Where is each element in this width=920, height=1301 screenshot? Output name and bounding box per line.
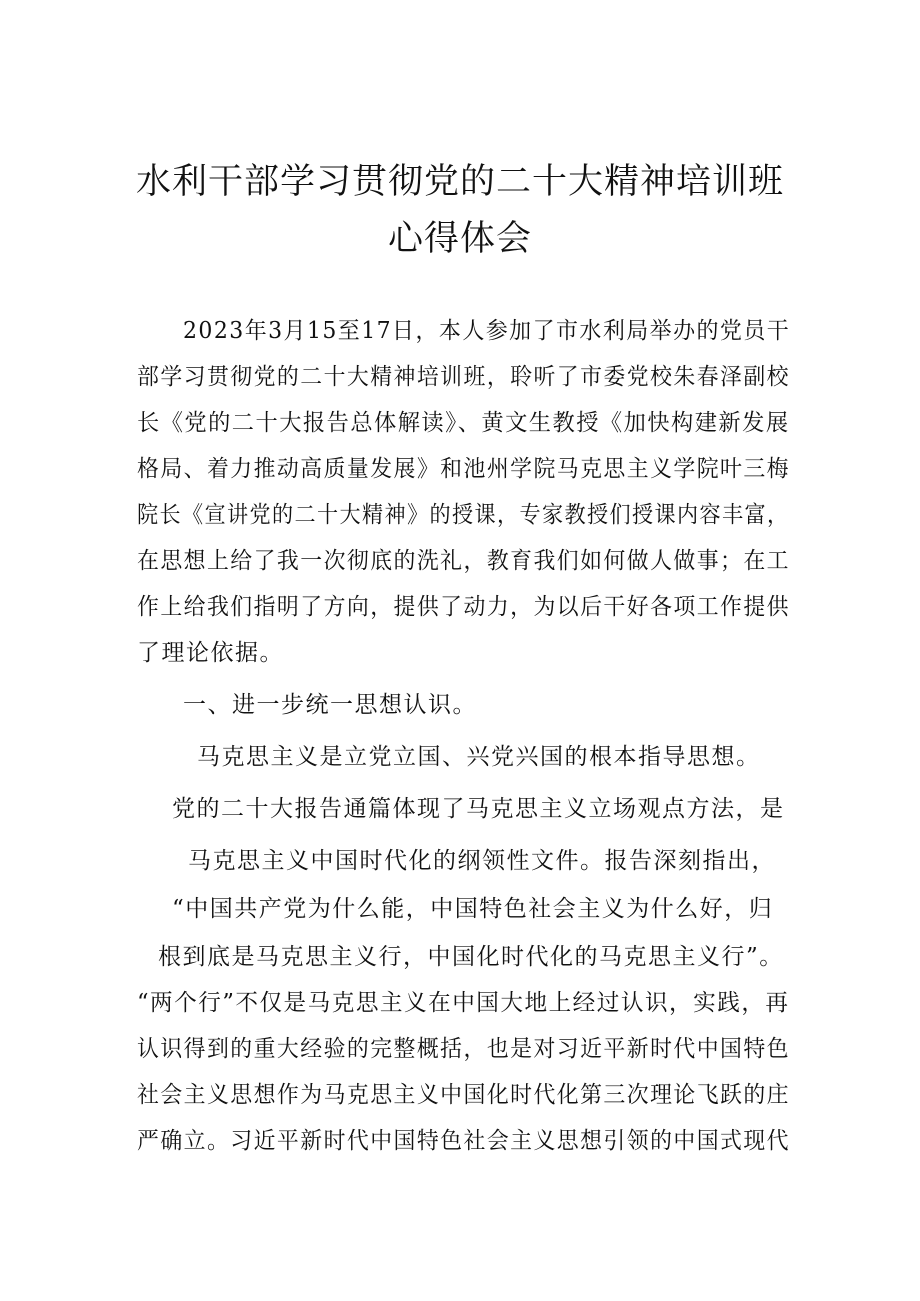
body-line: 严确立。习近平新时代中国特色社会主义思想引领的中国式现代 [137, 1128, 790, 1154]
body-line: 马克思主义中国时代化的纲领性文件。报告深刻指出， [188, 848, 776, 874]
body-line: 根到底是马克思主义行，中国化时代化的马克思主义行”。 [158, 944, 784, 970]
document-title-line-1: 水利干部学习贯彻党的二十大精神培训班 [135, 162, 784, 202]
body-line: 党的二十大报告通篇体现了马克思主义立场观点方法，是 [172, 796, 785, 822]
body-line: 部学习贯彻党的二十大精神培训班，聆听了市委党校朱春泽副校 [137, 364, 790, 390]
body-line: 2023年3月15至17日，本人参加了市水利局举办的党员干 [183, 318, 791, 344]
body-line: 社会主义思想作为马克思主义中国化时代化第三次理论飞跃的庄 [137, 1082, 790, 1108]
section-heading: 一、进一步统一思想认识。 [183, 692, 477, 718]
body-line: 长《党的二十大报告总体解读》、黄文生教授《加快构建新发展 [137, 410, 790, 436]
body-line: 格局、着力推动高质量发展》和池州学院马克思主义学院叶三梅 [137, 456, 790, 482]
body-line: 认识得到的重大经验的完整概括，也是对习近平新时代中国特色 [137, 1036, 790, 1062]
body-line: 马克思主义是立党立国、兴党兴国的根本指导思想。 [197, 744, 761, 770]
body-line: 作上给我们指明了方向，提供了动力，为以后干好各项工作提供 [137, 594, 790, 620]
body-line: 院长《宣讲党的二十大精神》的授课，专家教授们授课内容丰富， [137, 502, 790, 528]
body-line: “两个行”不仅是马克思主义在中国大地上经过认识，实践，再 [137, 990, 790, 1016]
body-line: 在思想上给了我一次彻底的洗礼，教育我们如何做人做事；在工 [137, 548, 790, 574]
body-line: “中国共产党为什么能，中国特色社会主义为什么好，归 [172, 896, 774, 922]
body-line: 了理论依据。 [137, 640, 284, 666]
document-title-line-2: 心得体会 [387, 219, 532, 259]
